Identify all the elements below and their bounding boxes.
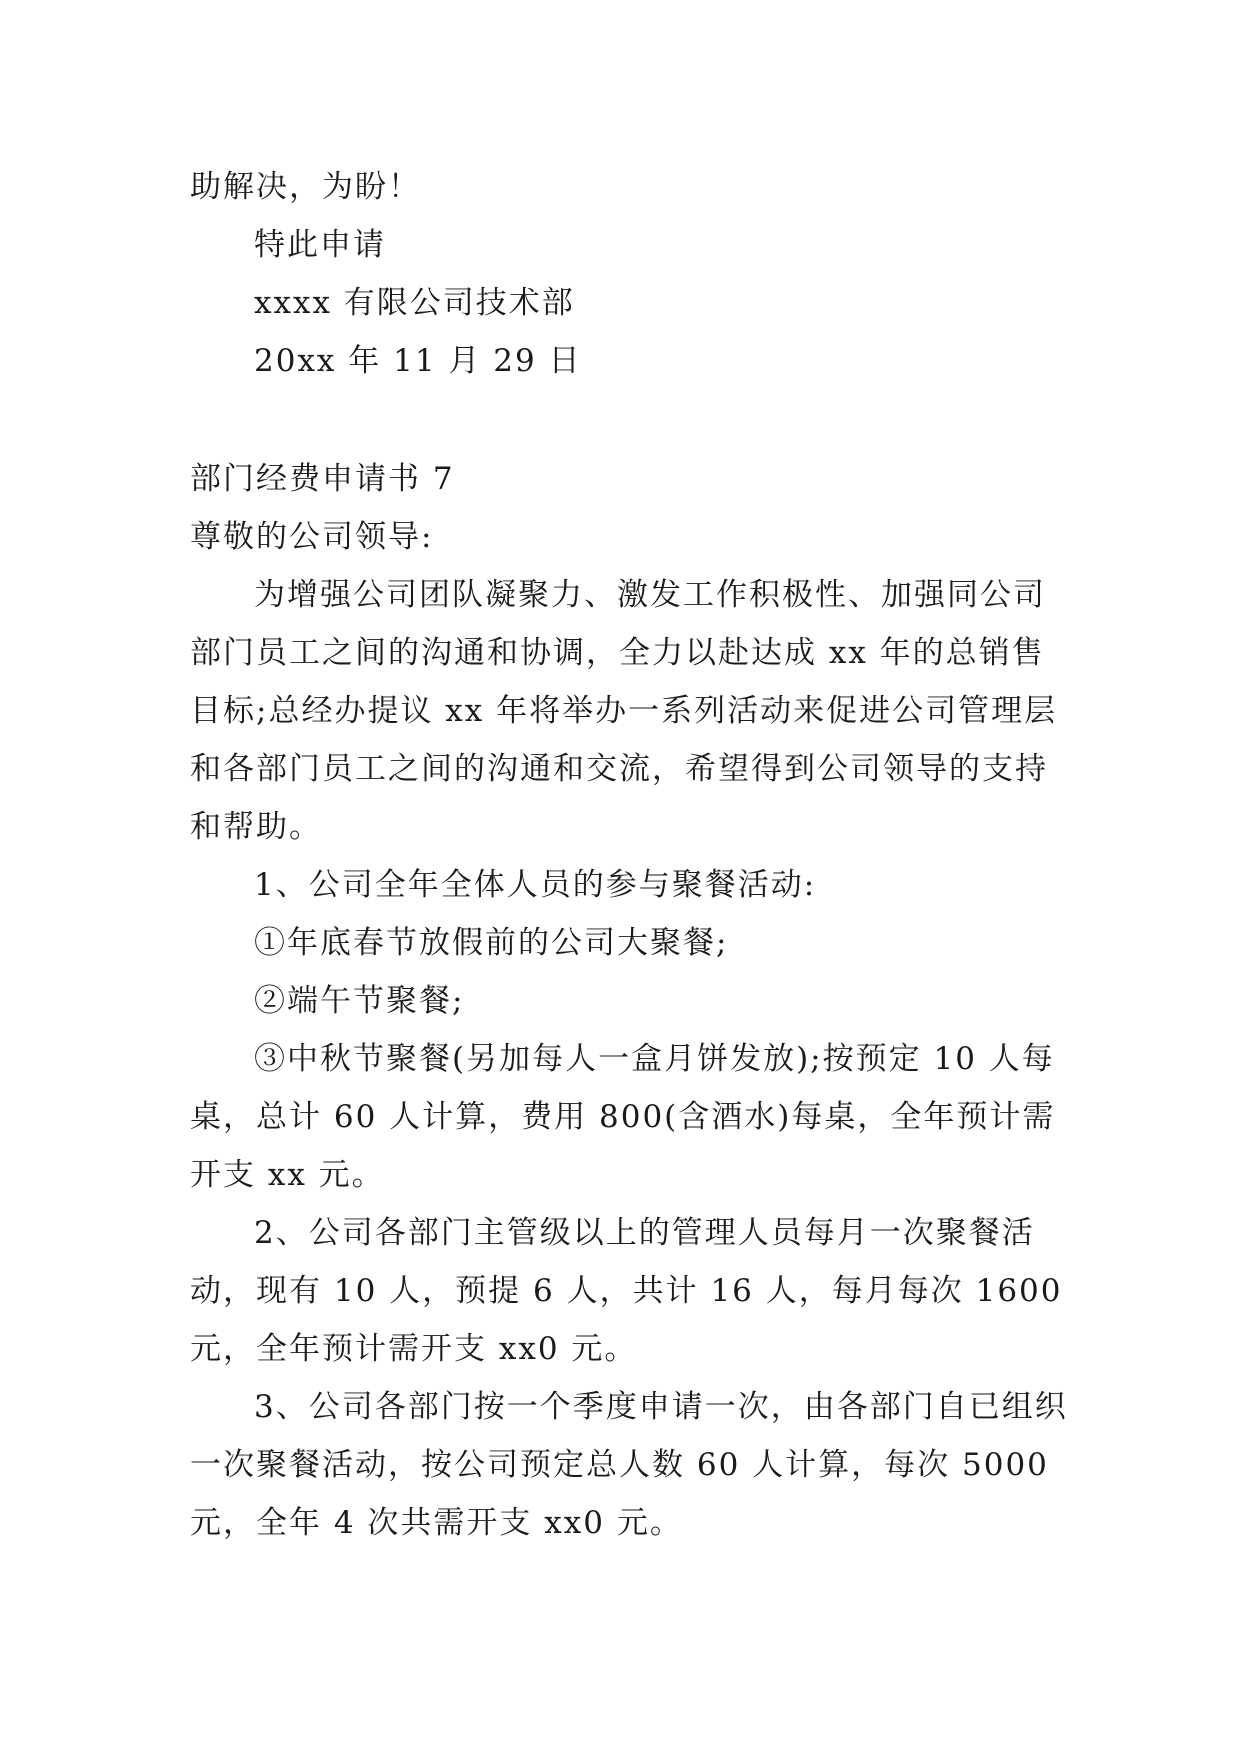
intro-paragraph: 为增强公司团队凝聚力、激发工作积极性、加强同公司部门员工之间的沟通和协调，全力以赴达成 xx 年的总销售目标;总经办提议 xx 年将举办一系列活动来促进公司管理层和各部门员工之间的沟通和交流，希望得到公司领导的支持和帮助。 bbox=[190, 577, 1058, 845]
salutation: 尊敬的公司领导: bbox=[190, 519, 434, 555]
date-line: 20xx 年 11 月 29 日 bbox=[254, 343, 582, 379]
closing-line: 助解决，为盼！ bbox=[190, 169, 421, 205]
signatory: xxxx 有限公司技术部 bbox=[254, 285, 575, 321]
item-1-b: ②端午节聚餐; bbox=[254, 983, 465, 1019]
closing-phrase: 特此申请 bbox=[254, 227, 386, 263]
item-1-c: ③中秋节聚餐(另加每人一盒月饼发放);按预定 10 人每桌，总计 60 人计算，费用 800(含酒水)每桌，全年预计需开支 xx 元。 bbox=[190, 1041, 1056, 1193]
document-body bbox=[190, 158, 1070, 1552]
item-3: 3、公司各部门按一个季度申请一次，由各部门自已组织一次聚餐活动，按公司预定总人数 60 人计算，每次 5000 元，全年 4 次共需开支 xx0 元。 bbox=[190, 1389, 1068, 1541]
item-2: 2、公司各部门主管级以上的管理人员每月一次聚餐活动，现有 10 人，预提 6 人，共计 16 人，每月每次 1600 元，全年预计需开支 xx0 元。 bbox=[190, 1215, 1063, 1367]
section-gap bbox=[190, 390, 1070, 450]
section-title: 部门经费申请书 7 bbox=[190, 461, 455, 497]
item-1-a: ①年底春节放假前的公司大聚餐; bbox=[254, 925, 729, 961]
item-1: 1、公司全年全体人员的参与聚餐活动: bbox=[254, 867, 817, 903]
